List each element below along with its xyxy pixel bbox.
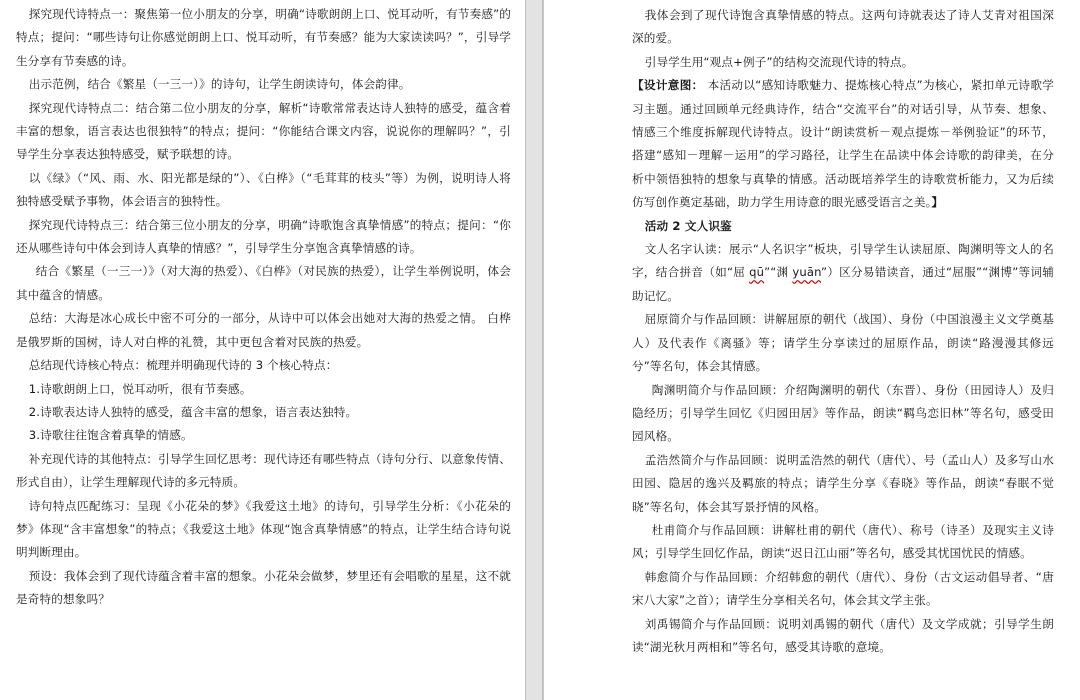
list-item-feature-3: 3.诗歌往往饱含着真挚的情感。 — [28, 428, 193, 443]
paragraph-han-yu: 韩愈简介与作品回顾：介绍韩愈的朝代（唐代）、身份（古文运动倡导者、“唐宋八大家”之首）；请学生分享相关名句，体会其文学主张。 — [632, 569, 1054, 608]
paragraph-design-intent — [632, 74, 1054, 214]
paragraph-name-reading: 文人名字认读：展示“人名识字”板块，引导学生认读屈原、陶渊明等文人的名字，结合拼音（如“屈 qū”“渊 yuān”）区分易错读音，通过“屈服”“渊博”等词辅助记忆。 — [632, 242, 1054, 303]
paragraph-du-fu: 杜甫简介与作品回顾：讲解杜甫的朝代（唐代）、称号（诗圣）及现实主义诗风；引导学生回忆作品，朗读“迟日江山丽”等名句，感受其忧国忧民的情感。 — [632, 522, 1054, 561]
activity-2-heading: 活动 2 文人识鉴 — [644, 218, 732, 233]
design-intent-close: 】 — [931, 195, 944, 210]
paragraph-preset-emotion: 我体会到了现代诗饱含真挚情感的特点。这两句诗就表达了诗人艾青对祖国深深的爱。 — [632, 8, 1054, 46]
paragraph-example-fanxing: 出示范例，结合《繁星（一三一）》的诗句，让学生朗读诗句，体会韵律。 — [28, 77, 411, 92]
pinyin-qu: qū — [749, 265, 765, 280]
paragraph-feature-two: 探究现代诗特点二：结合第二位小朋友的分享，解析“诗歌常常表达诗人独特的感受，蕴含着丰富的想象，语言表达也很独特”的特点；提问：“你能结合课文内容，说说你的理解吗？”，引导学生分享表达独特感受，赋予联想的诗。 — [16, 100, 511, 162]
paragraph-matching-exercise: 诗句特点匹配练习：呈现《小花朵的梦》《我爱这土地》的诗句，引导学生分析：《小花朵的梦》体现“含丰富想象”的特点；《我爱这土地》体现“饱含真挚情感”的特点，让学生结合诗句说明判断理由。 — [16, 498, 511, 560]
paragraph-meng-haoran: 孟浩然简介与作品回顾：说明孟浩然的朝代（唐代）、号（孟山人）及多写山水田园、隐居的逸兴及羁旅的特点；请学生分享《春晓》等作品，朗读“春眠不觉晓”等名句，体会其写景抒情的风格。 — [632, 452, 1054, 514]
paragraph-qu-yuan: 屈原简介与作品回顾：讲解屈原的朝代（战国）、身份（中国浪漫主义文学奠基人）及代表作《离骚》等；请学生分享读过的屈原作品，朗读“路漫漫其修远兮”等名句，体会其情感。 — [632, 312, 1054, 374]
paragraph-example-emotion: 结合《繁星（一三一）》（对大海的热爱）、《白桦》（对民族的热爱），让学生举例说明，体会其中蕴含的情感。 — [16, 264, 511, 302]
paragraph-guide-structure: 引导学生用“观点+例子”的结构交流现代诗的特点。 — [644, 54, 914, 69]
document-page-right — [543, 0, 1080, 700]
document-page-left — [0, 0, 525, 700]
paragraph-preset-answer: 预设：我体会到了现代诗蕴含着丰富的想象。小花朵会做梦，梦里还有会唱歌的星星，这不就是奇特的想象吗？ — [16, 568, 511, 607]
design-intent-label: 【设计意图： — [632, 78, 704, 93]
pinyin-yuan: yuān — [792, 265, 822, 280]
page-gutter — [525, 0, 543, 700]
paragraph-core-features: 总结现代诗核心特点：梳理并明确现代诗的 3 个核心特点： — [28, 358, 338, 373]
paragraph-summary: 总结：大海是冰心成长中密不可分的一部分，从诗中可以体会出她对大海的热爱之情。 白桦是俄罗斯的国树，诗人对白桦的礼赞，其中更包含着对民族的热爱。 — [16, 311, 511, 349]
paragraph-other-features: 补充现代诗的其他特点：引导学生回忆思考：现代诗还有哪些特点（诗句分行、以意象传情、形式自由），让学生理解现代诗的多元特质。 — [16, 451, 511, 490]
design-intent-text: 本活动以“感知诗歌魅力、提炼核心特点”为核心，紧扣单元诗歌学习主题。通过回顾单元经典诗作，结合“交流平台”的对话引导，从节奏、想象、情感三个维度拆解现代诗特点。设计“朗读赏析－观点提炼－举例验证”的环节，搭建“感知－理解－运用”的学习路径，让学生在品读中体会诗歌的韵律美，在分析中领悟独特的想象与真挚的情感。活动既培养学生的诗歌赏析能力，又为后续仿写创作奠定基础，助力学生用诗意的眼光感受语言之美。 — [632, 78, 1054, 210]
paragraph-tao-yuanming: 陶渊明简介与作品回顾：介绍陶渊明的朝代（东晋）、身份（田园诗人）及归隐经历；引导学生回忆《归园田居》等作品，朗读“羁鸟恋旧林”等名句，感受田园风格。 — [632, 382, 1054, 444]
paragraph-feature-three: 探究现代诗特点三：结合第三位小朋友的分享，明确“诗歌饱含真挚情感”的特点；提问：“你还从哪些诗句中体会到诗人真挚的情感？”，引导学生分享饱含真挚情感的诗。 — [16, 217, 511, 256]
list-item-feature-1: 1.诗歌朗朗上口，悦耳动听，很有节奏感。 — [28, 381, 252, 396]
paragraph-liu-yuxi: 刘禹锡简介与作品回顾：说明刘禹锡的朝代（唐代）及文学成就；引导学生朗读“湖光秋月两相和”等名句，感受其诗歌的意境。 — [632, 616, 1054, 654]
list-item-feature-2: 2.诗歌表达诗人独特的感受，蕴含丰富的想象，语言表达独特。 — [28, 404, 358, 419]
paragraph-feature-one: 探究现代诗特点一：聚焦第一位小朋友的分享，明确“诗歌朗朗上口、悦耳动听，有节奏感”的特点；提问：“哪些诗句让你感觉朗朗上口、悦耳动听，有节奏感？能为大家读读吗？”，引导学生分享有节奏感的诗。 — [16, 7, 511, 68]
paragraph-example-lv-baihua: 以《绿》（“风、雨、水、阳光都是绿的”）、《白桦》（“毛茸茸的枝头”等）为例，说明诗人将独特感受赋予事物，体会语言的独特性。 — [16, 170, 511, 209]
